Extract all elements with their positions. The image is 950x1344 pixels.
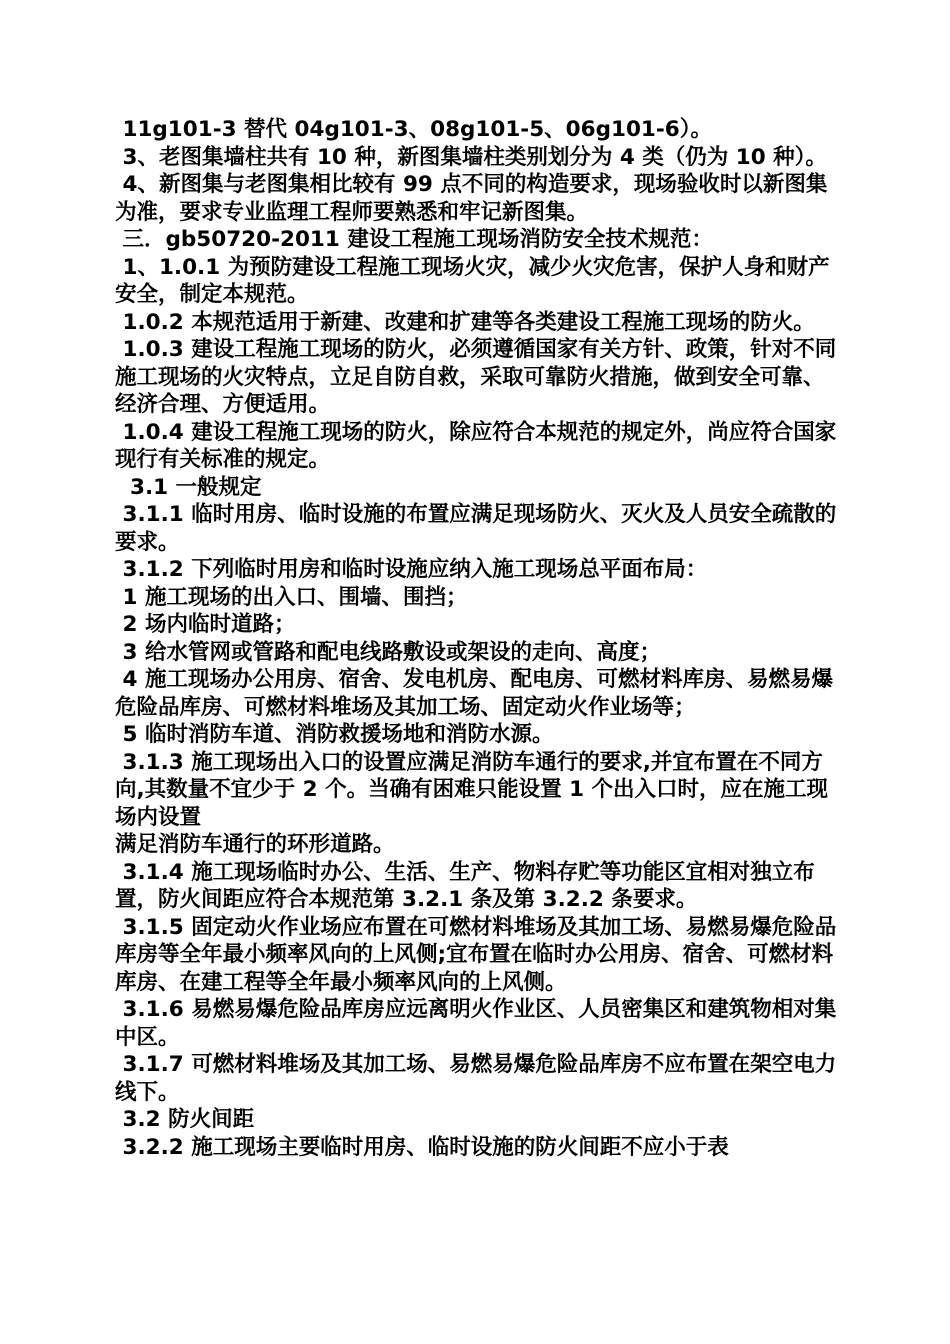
clause-3-1-3-continuation: 满足消防车通行的环形道路。	[115, 832, 395, 857]
clause-3-1-5: 3.1.5 固定动火作业场应布置在可燃材料堆场及其加工场、易燃易爆危险品库房等全年最小频率风向的上风侧;宜布置在临时办公用房、宿舍、可燃材料库房、在建工程等全年最小频率风向的上风侧。	[115, 914, 837, 995]
clause-3-1-6: 3.1.6 易燃易爆危险品库房应远离明火作业区、人员密集区和建筑物相对集中区。	[115, 997, 837, 1050]
clause-3-1-2: 3.1.2 下列临时用房和临时设施应纳入施工现场总平面布局：	[115, 557, 708, 582]
clause-1-0-1: 1、1.0.1 为预防建设工程施工现场火灾，减少火灾危害，保护人身和财产安全，制定本规范。	[115, 254, 830, 307]
section-heading-3-2: 3.2 防火间距	[115, 1107, 255, 1132]
list-item-3: 3 给水管网或管路和配电线路敷设或架设的走向、高度；	[115, 639, 661, 665]
section-heading-fire-safety-code: 三．gb50720-2011 建设工程施工现场消防安全技术规范：	[115, 227, 713, 252]
paragraph-wall-column-types: 3、老图集墙柱共有 10 种，新图集墙柱类别划分为 4 类（仍为 10 种）。	[115, 144, 827, 170]
clause-3-1-3: 3.1.3 施工现场出入口的设置应满足消防车通行的要求,并宜布置在不同方向,其数量不宜少于 2 个。当确有困难只能设置 1 个出入口时，应在施工现场内设置	[115, 749, 829, 830]
list-item-2: 2 场内临时道路；	[115, 612, 296, 637]
clause-1-0-4: 1.0.4 建设工程施工现场的防火，除应符合本规范的规定外，尚应符合国家现行有关标准的规定。	[115, 419, 837, 472]
paragraph-atlas-replacement: 11g101-3 替代 04g101-3、08g101-5、06g101-6）。	[115, 117, 713, 142]
list-item-1: 1 施工现场的出入口、围墙、围挡；	[115, 584, 468, 610]
clause-3-1-1: 3.1.1 临时用房、临时设施的布置应满足现场防火、灭火及人员安全疏散的要求。	[115, 502, 837, 555]
clause-1-0-2: 1.0.2 本规范适用于新建、改建和扩建等各类建设工程施工现场的防火。	[115, 309, 815, 335]
document-body	[115, 116, 840, 1161]
list-item-4: 4 施工现场办公用房、宿舍、发电机房、配电房、可燃材料库房、易燃易爆危险品库房、可燃材料堆场及其加工场、固定动火作业场等；	[115, 667, 833, 720]
clause-3-1-4: 3.1.4 施工现场临时办公、生活、生产、物料存贮等功能区宜相对独立布置，防火间距应符合本规范第 3.2.1 条及第 3.2.2 条要求。	[115, 859, 815, 912]
section-heading-3-1: 3.1 一般规定	[115, 474, 262, 500]
clause-3-2-2: 3.2.2 施工现场主要临时用房、临时设施的防火间距不应小于表	[115, 1134, 729, 1160]
clause-1-0-3: 1.0.3 建设工程施工现场的防火，必须遵循国家有关方针、政策，针对不同施工现场的火灾特点，立足自防自救，采取可靠防火措施，做到安全可靠、经济合理、方便适用。	[115, 337, 837, 417]
paragraph-construction-requirements: 4、新图集与老图集相比较有 99 点不同的构造要求，现场验收时以新图集为准，要求专业监理工程师要熟悉和牢记新图集。	[115, 172, 828, 225]
list-item-5: 5 临时消防车道、消防救援场地和消防水源。	[115, 722, 554, 747]
clause-3-1-7: 3.1.7 可燃材料堆场及其加工场、易燃易爆危险品库房不应布置在架空电力线下。	[115, 1052, 837, 1105]
